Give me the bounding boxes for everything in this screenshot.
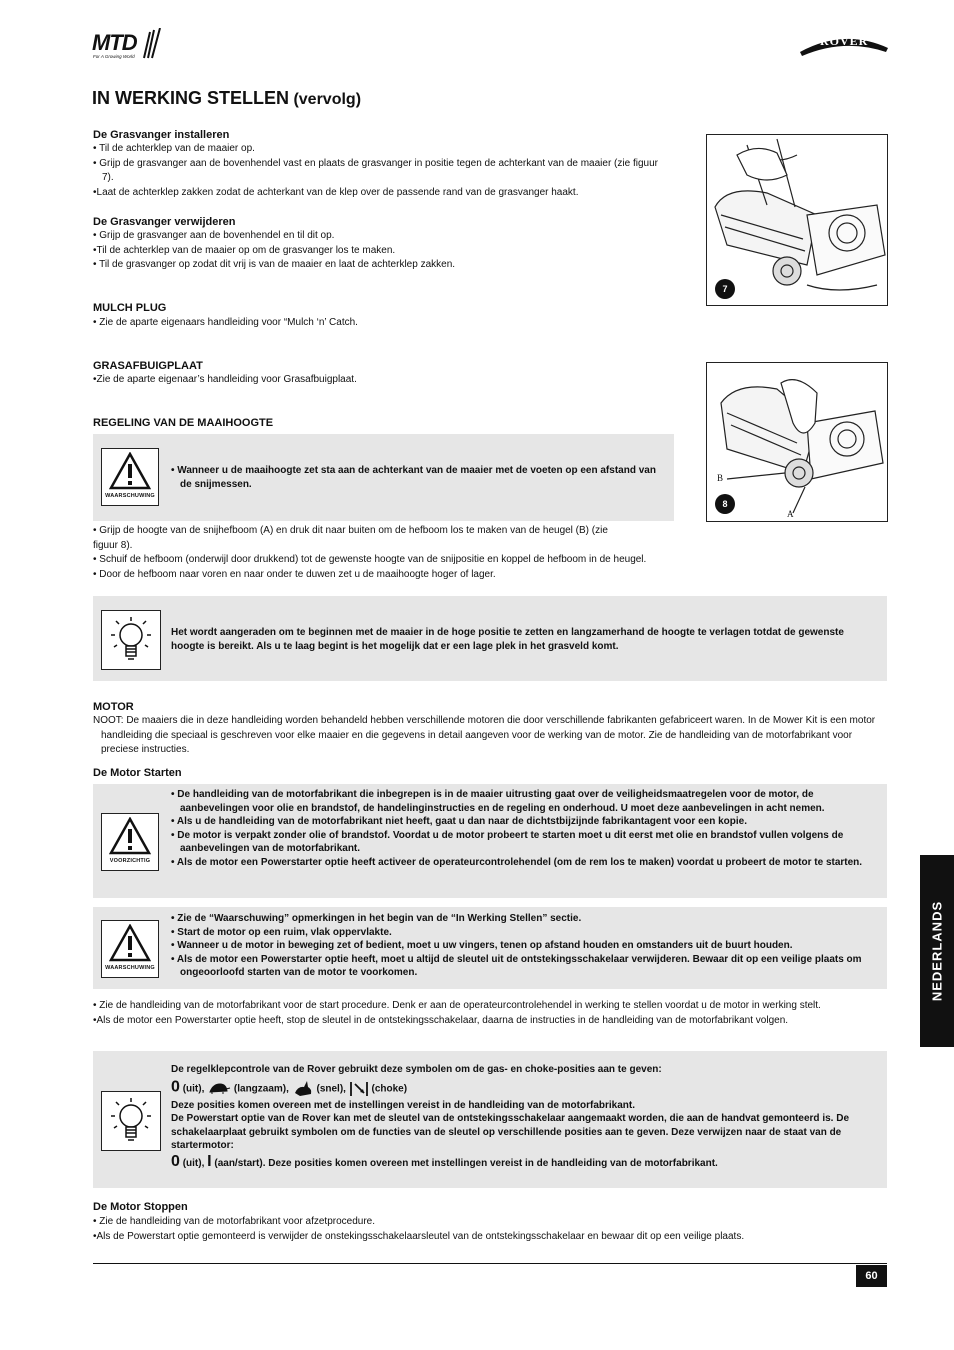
mtd-logo <box>92 28 162 64</box>
language-tab-label: NEDERLANDS <box>929 900 945 1002</box>
list-item: • De motor is verpakt zonder olie of brandstof. Voordat u de motor probeert te starten moet u dit eerst met olie en brandstof vullen volgens de aanbevelingen van de motorfabrikant. <box>171 829 844 854</box>
motor-warning-box <box>93 907 887 989</box>
deflector-text: •Zie de aparte eigenaar’s handleiding voor Grasafbuigplaat. <box>93 374 357 385</box>
turtle-icon <box>207 1083 231 1095</box>
warning-triangle-icon <box>109 924 151 962</box>
lightbulb-icon <box>108 1096 154 1146</box>
rabbit-icon <box>292 1079 314 1099</box>
list-item: • Til de achterklep van de maaier op. <box>93 143 255 154</box>
list-item: • Grijp de grasvanger aan de bovenhendel vast en plaats de grasvanger in positie tegen de achterkant van de maaier (zie figuur 7). <box>93 157 658 183</box>
fast-label: (snel), <box>316 1083 346 1095</box>
list-item: •Til de achterklep van de maaier op om de grasvanger los te maken. <box>93 244 396 256</box>
list-item: • Door de hefboom naar voren en naar onder te duwen zet u de maaihoogte hoger of lager. <box>93 568 496 580</box>
symbols-tip-box <box>93 1051 887 1188</box>
mulch-heading: MULCH PLUG <box>93 302 167 314</box>
height-tip-box <box>93 596 887 681</box>
list-item: • Zie de handleiding van de motorfabrikant voor de start procedure. Denk er aan de operateurcontrolehendel in werking te stellen voordat u de motor in werking stelt. <box>93 1000 821 1011</box>
caution-box <box>93 784 887 898</box>
mower-height-lever-illustration <box>707 363 887 521</box>
mulch-text: • Zie de aparte eigenaars handleiding voor “Mulch ‘n’ Catch. <box>93 317 358 328</box>
list-item: •Als de motor een Powerstarter optie heeft, stop de sleutel in de ontstekingsschakelaar, daarna de instructies in de handleiding van de motorfabrikant volgen. <box>93 1014 789 1026</box>
figure-8-badge: 8 <box>715 494 735 514</box>
mtd-tagline: For A Growing World <box>93 54 135 59</box>
on-label: (aan/start). Deze posities komen overeen met instellingen vereist in de handleiding van de motorfabrikant. <box>214 1158 718 1169</box>
caution-symbol <box>101 813 159 871</box>
page-number: 60 <box>856 1265 887 1287</box>
throttle-symbols-row <box>171 1079 877 1099</box>
off-label: (uit), <box>182 1083 205 1095</box>
height-list <box>93 524 693 582</box>
list-item: • Als de motor een Powerstarter optie heeft, moet u altijd de sleutel uit de ontstekingsschakelaar verwijderen. Bewaar dit op een veilige plaats om ongeoorloofd starten van de motor te voorkomen. <box>171 953 862 978</box>
mtd-logo-text: MTD <box>92 30 137 55</box>
stop-heading: De Motor Stoppen <box>93 1201 188 1213</box>
symbols-intro: De regelklepcontrole van de Rover gebruikt deze symbolen om de gas- en choke-posities aan te geven: <box>171 1064 662 1075</box>
remove-heading: De Grasvanger verwijderen <box>93 216 236 228</box>
label-b: B <box>717 473 724 483</box>
rover-logo-text: ROVER <box>820 34 869 48</box>
remove-list <box>93 229 668 273</box>
caution-triangle-icon <box>109 817 151 855</box>
off-symbol: 0 <box>171 1078 180 1096</box>
key-symbols-row <box>171 1155 877 1171</box>
off-symbol: 0 <box>171 1153 180 1170</box>
list-item: • Til de grasvanger op zodat dit vrij is van de maaier en laat de achterklep zakken. <box>93 259 456 270</box>
list-item: • Als u de handleiding van de motorfabrikant niet heeft, gaat u dan naar de dichtstbijzijnde fabrikantagent voor een kopie. <box>171 816 747 827</box>
caution-list <box>171 788 879 869</box>
figure-7-badge: 7 <box>715 279 735 299</box>
list-item: • Wanneer u de motor in beweging zet of bedient, moet u uw vingers, tenen op afstand houden en omstanders uit de buurt houden. <box>171 940 793 951</box>
height-tip-text: Het wordt aangeraden om te beginnen met de maaier in de hoge positie te zetten en langzamerhand de hoogte te verlagen totdat de gewenste hoogte is bereikt. Als u te laag begint is het mogelijk dat er een lage plek in het grasveld komt. <box>171 627 844 652</box>
warning-triangle-icon <box>109 452 151 490</box>
motor-heading: MOTOR <box>93 701 134 713</box>
mtd-swoosh-icon <box>142 28 162 60</box>
warning-label: WAARSCHUWING <box>105 965 155 971</box>
title-sub: (vervolg) <box>293 91 362 108</box>
install-heading: De Grasvanger installeren <box>93 129 230 141</box>
warning-symbol <box>101 920 159 978</box>
deflector-heading: GRASAFBUIGPLAAT <box>93 360 203 372</box>
motor-warning-list <box>171 912 879 980</box>
motor-note: NOOT: De maaiers die in deze handleiding worden behandeld hebben verschillende motoren die door verschillende fabrikanten gefabriceert waren. In de Mower Kit is een motor handleiding die speciaal is geschreven voor elke maaier en die gegevens in detail aangeven voor de werking van de motor. Zie de handleiding van de motorfabrikant voor preciese instructies. <box>93 715 876 755</box>
height-warning-text: • Wanneer u de maaihoogte zet sta aan de achterkant van de maaier met de voeten op een afstand van de snijmessen. <box>171 465 656 490</box>
list-item: • Start de motor op een ruim, vlak oppervlakte. <box>171 926 392 938</box>
list-item: • Als de motor een Powerstarter optie heeft activeer de operateurcontrolehendel (om de rem los te maken) voordat u probeert de motor te starten. <box>171 856 863 868</box>
start-heading: De Motor Starten <box>93 767 182 779</box>
slow-label: (langzaam), <box>233 1083 289 1095</box>
title-main: IN WERKING STELLEN <box>92 88 289 108</box>
language-tab <box>920 855 954 1047</box>
lightbulb-icon <box>108 615 154 665</box>
list-item: •Laat de achterklep zakken zodat de achterkant van de klep over de passende rand van de grasvanger haakt. <box>93 186 579 198</box>
list-item: • Schuif de hefboom (onderwijl door drukkend) tot de gewenste hoogte van de snijpositie en koppel de hefboom in de heugel. <box>93 554 647 565</box>
tip-symbol <box>101 610 161 670</box>
symbols-line2: Deze posities komen overeen met de instellingen vereist in de handleiding van de motorfabrikant. <box>171 1100 636 1111</box>
list-item: • Grijp de grasvanger aan de bovenhendel en til dit op. <box>93 230 335 241</box>
page-title <box>92 88 361 109</box>
figure-8 <box>706 362 888 522</box>
on-symbol: I <box>207 1153 212 1170</box>
list-item: • Zie de handleiding van de motorfabrikant voor afzetprocedure. <box>93 1216 376 1227</box>
stop-list <box>93 1215 883 1244</box>
warning-symbol <box>101 448 159 506</box>
list-item: • Grijp de hoogte van de snijhefboom (A) en druk dit naar buiten om de hefboom los te maken van de heugel (B) (zie figuur 8). <box>93 525 608 551</box>
symbols-line3: De Powerstart optie van de Rover kan met de sleutel van de ontstekingsschakelaar aangemaakt worden, die aan de handvat gemonteerd is. De schakelaarplaat gebruikt symbolen om de functies van de sleutel op verschillende posities aan te geven. Deze verwijzen naar de staat van de startermotor: <box>171 1113 850 1151</box>
warning-label: WAARSCHUWING <box>105 493 155 499</box>
height-heading: REGELING VAN DE MAAIHOOGTE <box>93 417 274 429</box>
mower-grass-catcher-illustration <box>707 135 887 305</box>
choke-icon <box>349 1080 369 1098</box>
tip-symbol <box>101 1091 161 1151</box>
choke-label: (choke) <box>371 1083 408 1095</box>
list-item: •Als de Powerstart optie gemonteerd is verwijder de onstekingsschakelaarsleutel van de ontstekingsschakelaar en bewaar dit op een veilige plaats. <box>93 1230 745 1242</box>
label-a: A <box>787 509 794 519</box>
install-list <box>93 142 668 200</box>
figure-7 <box>706 134 888 306</box>
list-item: • Zie de “Waarschuwing” opmerkingen in het begin van de “In Werking Stellen” sectie. <box>171 913 582 924</box>
rover-logo <box>798 30 890 58</box>
height-warning-box <box>93 434 674 521</box>
off-label: (uit), <box>182 1158 205 1169</box>
footer-rule <box>93 1263 887 1264</box>
caution-label: VOORZICHTIG <box>109 858 151 864</box>
motor-list <box>93 999 883 1028</box>
list-item: • De handleiding van de motorfabrikant die inbegrepen is in de maaier uitrusting gaat over de veiligheidsmaatregelen voor de motor, de aanbevelingen voor olie en brandstof, de handelinginstructies en de regeling en onderhoud. U moet deze aanbevelingen in acht nemen. <box>171 789 825 814</box>
